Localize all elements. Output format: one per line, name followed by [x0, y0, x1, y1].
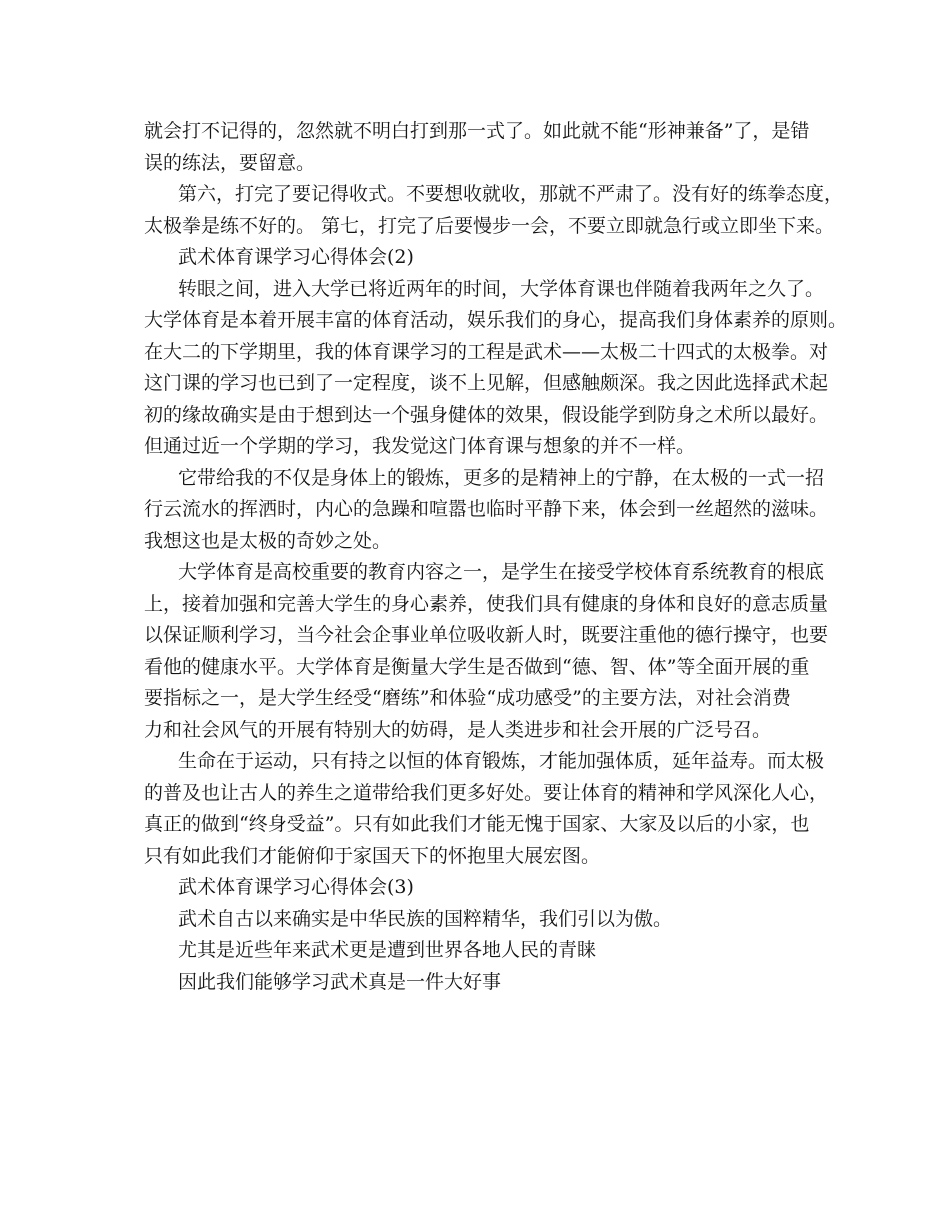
text-line: 力和社会风气的开展有特别大的妨碍，是人类进步和社会开展的广泛号召。: [144, 718, 772, 741]
text-line: 误的练法，要留意。: [144, 151, 316, 174]
text-line: 这门课的学习也已到了一定程度，谈不上见解，但感触颇深。我之因此选择武术起: [144, 372, 829, 394]
text-line: 生命在于运动，只有持之以恒的体育锻炼，才能加强体质，延年益寿。而太极: [178, 750, 825, 772]
text-line: 看他的健康水平。大学体育是衡量大学生是否做到“德、智、体”等全面开展的重: [144, 655, 810, 678]
text-line: 大学体育是本着开展丰富的体育活动，娱乐我们的身心，提高我们身体素养的原则。: [144, 309, 848, 331]
text-line: 真正的做到“终身受益”。只有如此我们才能无愧于国家、大家及以后的小家，也: [144, 813, 810, 835]
section-heading: 武术体育课学习心得体会(3): [178, 876, 414, 898]
text-line: 因此我们能够学习武术真是一件大好事: [178, 970, 502, 993]
section-heading: 武术体育课学习心得体会(2): [178, 246, 414, 268]
text-line: 要指标之一，是大学生经受“磨练”和体验“成功感受”的主要方法，对社会消费: [144, 687, 791, 709]
text-line: 武术自古以来确实是中华民族的国粹精华，我们引以为傲。: [178, 907, 673, 930]
text-line: 只有如此我们才能俯仰于家国天下的怀抱里大展宏图。: [144, 844, 601, 867]
text-line: 尤其是近些年来武术更是遭到世界各地人民的青睐: [178, 939, 597, 961]
text-line: 上，接着加强和完善大学生的身心素养，使我们具有健康的身体和良好的意志质量: [144, 592, 829, 615]
text-line: 在大二的下学期里，我的体育课学习的工程是武术——太极二十四式的太极拳。对: [144, 340, 829, 363]
text-line: 它带给我的不仅是身体上的锻炼，更多的是精神上的宁静，在太极的一式一招: [178, 466, 825, 489]
text-line: 大学体育是高校重要的教育内容之一，是学生在接受学校体育系统教育的根底: [178, 561, 825, 583]
text-line: 以保证顺利学习，当今社会企事业单位吸收新人时，既要注重他的德行操守，也要: [144, 624, 829, 646]
text-line: 就会打不记得的，忽然就不明白打到那一式了。如此就不能“形神兼备”了，是错: [144, 120, 810, 142]
text-line: 太极拳是练不好的。 第七，打完了后要慢步一会，不要立即就急行或立即坐下来。: [144, 214, 835, 237]
text-line: 第六，打完了要记得收式。不要想收就收，那就不严肃了。没有好的练拳态度，: [178, 183, 844, 205]
text-line: 但通过近一个学期的学习，我发觉这门体育课与想象的并不一样。: [144, 435, 696, 457]
text-line: 初的缘故确实是由于想到达一个强身健体的效果，假设能学到防身之术所以最好。: [144, 403, 829, 426]
text-line: 的普及也让古人的养生之道带给我们更多好处。要让体育的精神和学风深化人心，: [144, 781, 829, 804]
text-line: 转眼之间，进入大学已将近两年的时间，大学体育课也伴随着我两年之久了。: [178, 277, 825, 300]
text-line: 行云流水的挥洒时，内心的急躁和喧嚣也临时平静下来，体会到一丝超然的滋味。: [144, 498, 829, 520]
text-line: 我想这也是太极的奇妙之处。: [144, 529, 392, 552]
document-body: [144, 116, 848, 998]
